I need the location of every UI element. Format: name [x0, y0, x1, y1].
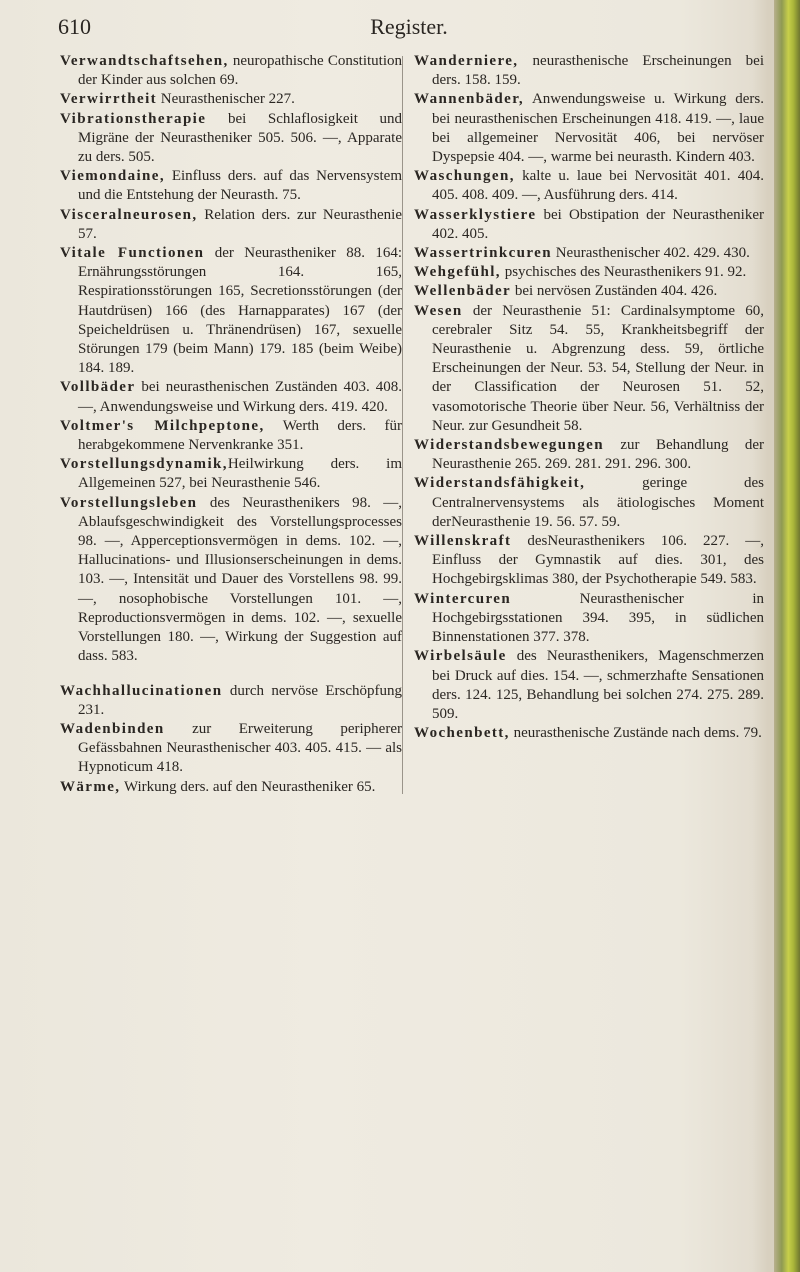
- index-entry-term: Widerstandsbewegungen: [414, 437, 604, 454]
- index-entry-references: bei Schlaflosigkeit und Migräne der Neurastheniker 505. 506. —, Apparate zu ders. 505.: [78, 110, 402, 166]
- index-entry-term: Wochenbett,: [414, 725, 510, 742]
- index-entry-term: Voltmer's Milchpeptone,: [60, 417, 265, 434]
- index-entry-term: Vorstellungsleben: [60, 494, 198, 511]
- index-entry: [60, 110, 402, 168]
- page-number: 610: [58, 14, 91, 39]
- index-entry-term: Wachhallucinationen: [60, 682, 223, 699]
- index-entry-term: Wesen: [414, 302, 463, 319]
- index-entry-term: Wanderniere,: [414, 53, 519, 69]
- index-entry-references: der Neurastheniker 88. 164: Ernährungsstörungen 164. 165, Respirationsstörungen 165, Secretionsstörungen (der Hautdrüsen) 166 (des Harnapparates) 167 (der Speicheldrüsen u. Thränendrüsen) 167, sexuelle Störungen 179 (beim Mann) 179. 185 (beim Weibe) 184. 189.: [78, 245, 402, 377]
- index-column-right: [414, 52, 764, 743]
- index-entry-references: Relation ders. zur Neurasthenie 57.: [78, 206, 402, 242]
- index-entry-references: kalte u. laue bei Nervosität 401. 404. 405. 408. 409. —, Ausführung ders. 414.: [432, 168, 764, 204]
- index-entry-references: Heilwirkung ders. im Allgemeinen 527, bei Neurasthenie 546.: [78, 456, 402, 492]
- index-entry-term: Visceralneurosen,: [60, 206, 198, 223]
- index-entry-references: Neurasthenischer 402. 429. 430.: [551, 245, 750, 262]
- index-entry: [60, 206, 402, 244]
- index-entry-references: des Neurasthenikers, Magenschmerzen bei Druck auf dies. 154. —, schmerzhafte Sensationen ders. 124. 125, Behandlung bei solchen 274. 275. 289. 509.: [432, 648, 764, 722]
- index-entry-references: Werth ders. für herabgekommene Nervenkranke 351.: [78, 417, 402, 454]
- index-entry: [414, 263, 764, 282]
- page-edge: [774, 0, 800, 1272]
- index-entry: [60, 90, 402, 109]
- index-entry-term: Vibrationstherapie: [60, 110, 207, 127]
- index-entry-references: neuropathische Constitution der Kinder aus solchen 69.: [78, 53, 402, 89]
- index-entry: [414, 532, 764, 590]
- index-entry-references: neurasthenische Erscheinungen bei ders. 158. 159.: [432, 53, 764, 89]
- index-entry-term: Vitale Functionen: [60, 245, 205, 262]
- index-entry-term: Wadenbinden: [60, 720, 165, 737]
- index-entry-term: Vollbäder: [60, 379, 136, 396]
- index-entry: [60, 682, 402, 720]
- index-entry-references: zur Behandlung der Neurasthenie 265. 269. 281. 291. 296. 300.: [432, 437, 764, 473]
- index-entry-references: durch nervöse Erschöpfung 231.: [78, 682, 402, 718]
- index-column-left: [60, 52, 402, 797]
- index-entry-references: Neurasthenischer 227.: [157, 91, 295, 108]
- index-entry: [414, 52, 764, 90]
- index-entry-term: Verwirrtheit: [60, 91, 158, 108]
- index-entry: [414, 244, 764, 263]
- index-entry-term: Viemondaine,: [60, 168, 165, 185]
- index-entry: [60, 778, 402, 797]
- index-entry-term: Wasserklystiere: [414, 206, 537, 223]
- index-entry-references: bei neurasthenischen Zuständen 403. 408. —, Anwendungsweise und Wirkung ders. 419. 420.: [78, 379, 402, 415]
- index-entry-term: Wintercuren: [414, 590, 512, 607]
- index-entry-term: Wärme,: [60, 778, 121, 795]
- index-entry-references: geringe des Centralnervensystems als ätiologisches Moment derNeurasthenie 19. 56. 57. 59.: [432, 475, 764, 530]
- index-entry-references: Einfluss ders. auf das Nervensystem und die Entstehung der Neurasth. 75.: [78, 168, 402, 204]
- index-entry: [60, 378, 402, 416]
- letter-section-gap: [60, 667, 402, 682]
- running-title: Register.: [370, 14, 448, 39]
- index-entry: [60, 417, 402, 455]
- index-entry: [60, 244, 402, 378]
- index-entry: [60, 52, 402, 90]
- index-entry: [60, 167, 402, 205]
- index-entry-term: Wellenbäder: [414, 283, 512, 300]
- index-entry-references: der Neurasthenie 51: Cardinalsymptome 60, cerebraler Sitz 54. 55, Krankheitsbegriff der Neurasthenie u. Abgrenzung dess. 59, örtliche Erscheinungen der Neur. 53. 54, Stellung der Neur. in der Classification der Neurosen 51. 52, vasomotorische Theorie über Neur. 56, Verhältniss der Neur. zur Gesundheit 58.: [432, 302, 764, 434]
- index-entry-references: desNeurasthenikers 106. 227. —, Einfluss der Gymnastik auf dies. 301, des Hochgebirgsklimas 380, der Psychotherapie 549. 583.: [432, 533, 764, 588]
- index-entry-references: neurasthenische Zustände nach dems. 79.: [509, 725, 762, 742]
- index-entry: [414, 206, 764, 244]
- index-entry-references: des Neurasthenikers 98. —, Ablaufsgeschwindigkeit des Vorstellungsprocesses 98. —, Apperceptionsvermögen in dems. 102. —, Hallucinations- und Illusionserscheinungen in dems. 103. —, Intensität und Dauer des Vorstellens 98. 99. —, nosophobische Vorstellungen 101. —, Reproductionsvermögen in dems. 102. —, sexuelle Vorstellungen 180. —, Wirkung der Suggestion auf dass. 583.: [78, 494, 402, 665]
- index-entry: [60, 494, 402, 667]
- index-entry-references: Anwendungsweise u. Wirkung ders. bei neurasthenischen Erscheinungen 418. 419. —, laue bei allgemeiner Nervosität 406, bei nervöser Dyspepsie 404. —, warme bei neurasth. Kindern 403.: [432, 91, 764, 166]
- page-header: [58, 14, 760, 44]
- index-entry: [414, 167, 764, 205]
- index-entry-references: bei nervösen Zuständen 404. 426.: [511, 283, 718, 300]
- index-entry: [414, 90, 764, 167]
- index-entry-references: Wirkung ders. auf den Neurastheniker 65.: [120, 778, 376, 795]
- index-entry-term: Widerstandsfähigkeit,: [414, 475, 586, 492]
- column-divider: [402, 56, 403, 794]
- index-entry-term: Verwandtschaftsehen,: [60, 53, 229, 69]
- index-entry: [60, 720, 402, 778]
- index-entry: [414, 647, 764, 724]
- index-entry-references: bei Obstipation der Neurastheniker 402. 405.: [432, 206, 764, 242]
- index-entry: [414, 282, 764, 301]
- index-entry: [414, 302, 764, 436]
- index-entry-term: Willenskraft: [414, 533, 512, 550]
- index-entry: [60, 455, 402, 493]
- index-entry: [414, 436, 764, 474]
- index-entry-term: Wannenbäder,: [414, 91, 525, 108]
- index-entry-term: Waschungen,: [414, 168, 515, 185]
- index-entry: [414, 474, 764, 532]
- index-entry: [414, 590, 764, 648]
- index-entry-term: Wehgefühl,: [414, 264, 501, 281]
- index-entry-term: Vorstellungsdynamik,: [60, 456, 228, 473]
- index-entry-references: psychisches des Neurasthenikers 91. 92.: [500, 264, 747, 281]
- index-entry-term: Wassertrinkcuren: [414, 245, 552, 262]
- index-entry-references: Neurasthenischer in Hochgebirgsstationen 394. 395, in südlichen Binnenstationen 377. 378.: [432, 590, 764, 646]
- index-entry-term: Wirbelsäule: [414, 648, 507, 665]
- index-entry: [414, 724, 764, 743]
- index-entry-references: zur Erweiterung peripherer Gefässbahnen Neurasthenischer 403. 405. 415. — als Hypnoticum 418.: [78, 720, 402, 776]
